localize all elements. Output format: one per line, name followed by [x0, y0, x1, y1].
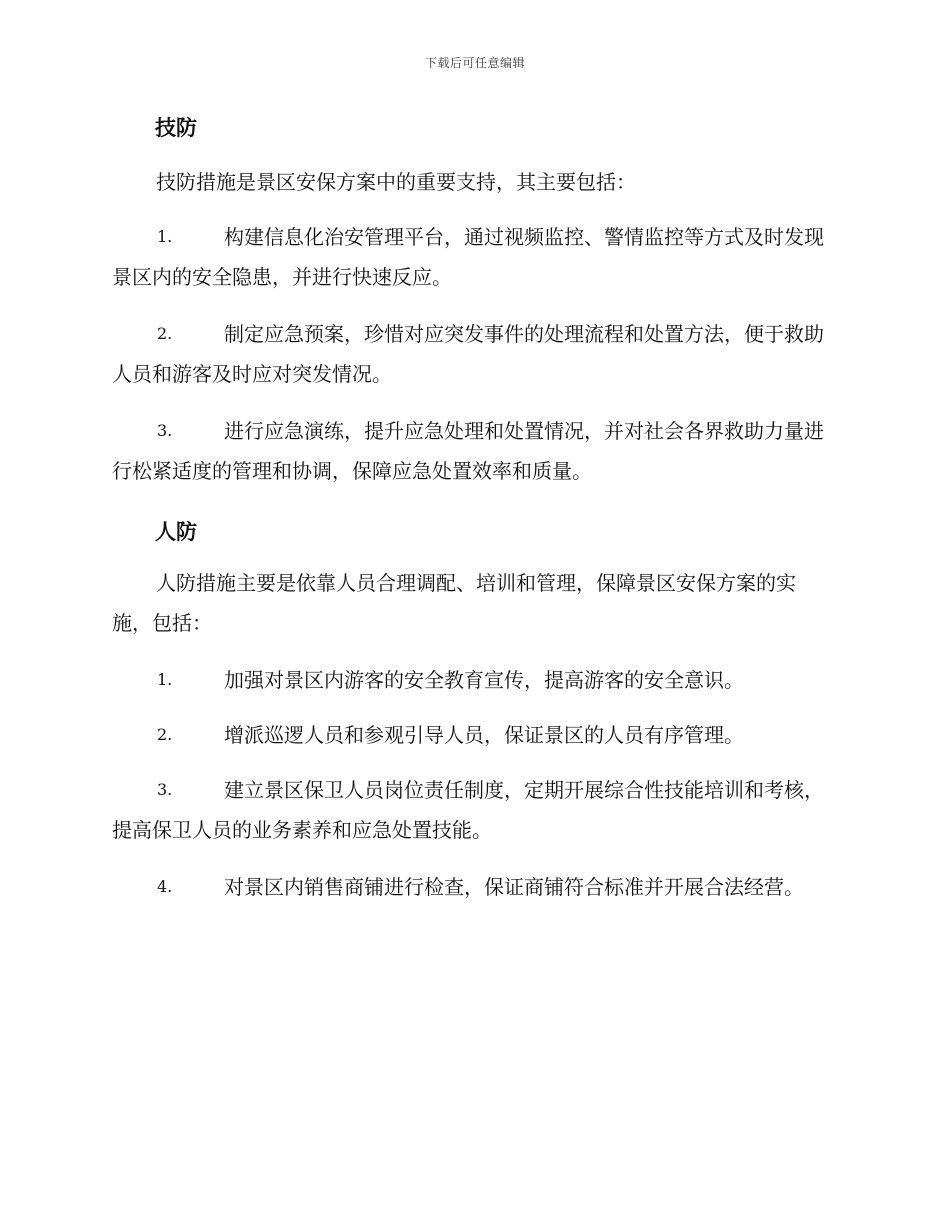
list-item-text: 增派巡逻人员和参观引导人员，保证景区的人员有序管理。 — [224, 723, 744, 747]
list-item-text: 建立景区保卫人员岗位责任制度，定期开展综合性技能培训和考核，提高保卫人员的业务素养和应急处置技能。 — [112, 778, 824, 842]
list-item — [112, 660, 832, 700]
list-item — [112, 411, 832, 491]
list-item-number: 2. — [157, 324, 173, 343]
list-item-number: 1. — [157, 227, 173, 246]
list-item-text: 对景区内销售商铺进行检查，保证商铺符合标准并开展合法经营。 — [224, 875, 804, 899]
list-item — [112, 770, 832, 850]
section-intro-people: 人防措施主要是依靠人员合理调配、培训和管理，保障景区安保方案的实施，包括： — [112, 571, 796, 635]
list-item-text: 加强对景区内游客的安全教育宣传，提高游客的安全意识。 — [224, 668, 744, 692]
section-heading-people: 人防 — [155, 519, 197, 544]
list-item-text: 制定应急预案，珍惜对应突发事件的处理流程和处置方法，便于救助人员和游客及时应对突发情况。 — [112, 322, 824, 386]
list-item — [112, 867, 832, 907]
list-item — [112, 217, 832, 297]
list-item — [112, 715, 832, 755]
list-item-number: 2. — [157, 725, 173, 744]
list-item-text: 构建信息化治安管理平台，通过视频监控、警情监控等方式及时发现景区内的安全隐患，并进行快速反应。 — [112, 225, 824, 289]
section-heading-tech: 技防 — [155, 115, 197, 140]
list-item-number: 3. — [157, 421, 173, 440]
page-header: 下载后可任意编辑 — [424, 56, 525, 70]
list-item-text: 进行应急演练，提升应急处理和处置情况，并对社会各界救助力量进行松紧适度的管理和协调，保障应急处置效率和质量。 — [112, 419, 824, 483]
list-item-number: 1. — [157, 670, 173, 689]
section-intro-tech: 技防措施是景区安保方案中的重要支持，其主要包括： — [156, 170, 636, 194]
list-item-number: 3. — [157, 780, 173, 799]
list-item — [112, 314, 832, 394]
list-item-number: 4. — [157, 877, 173, 896]
